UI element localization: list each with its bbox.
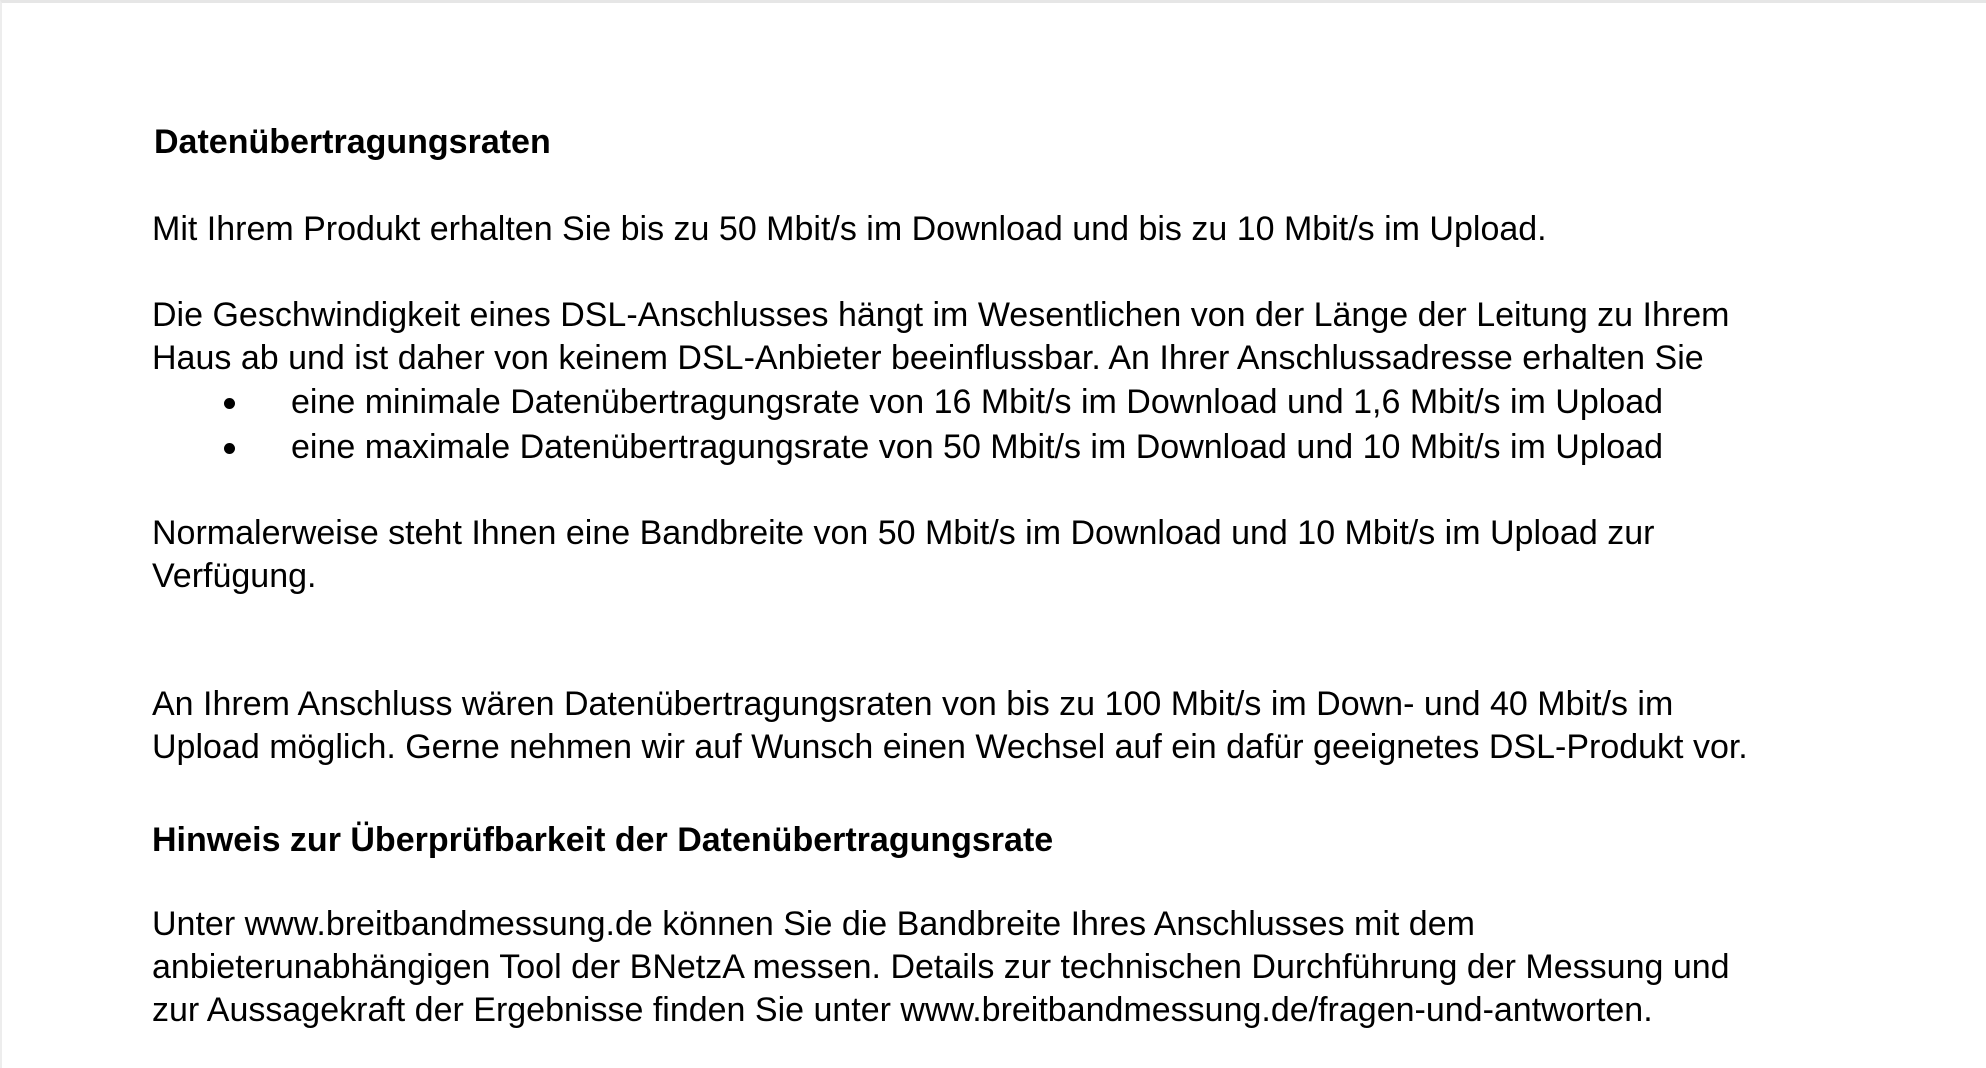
- paragraph-line: anbieterunabhängigen Tool der BNetzA messen. Details zur technischen Durchführung der Messung und: [152, 948, 1730, 986]
- bullet-dot-icon: [224, 443, 235, 454]
- section-heading-verification: Hinweis zur Überprüfbarkeit der Datenübertragungsrate: [152, 821, 1054, 859]
- speed-dependency-paragraph: [152, 294, 1729, 380]
- paragraph-line: An Ihrem Anschluss wären Datenübertragungsraten von bis zu 100 Mbit/s im Down- und 40 Mbit/s im: [152, 685, 1674, 723]
- paragraph-line: Upload möglich. Gerne nehmen wir auf Wunsch einen Wechsel auf ein dafür geeignetes DSL-Produkt vor.: [152, 728, 1748, 766]
- paragraph-line: Unter www.breitbandmessung.de können Sie die Bandbreite Ihres Anschlusses mit dem: [152, 905, 1475, 943]
- paragraph-line: Verfügung.: [152, 557, 317, 595]
- normal-bandwidth-paragraph: [152, 512, 1654, 598]
- paragraph-line: zur Aussagekraft der Ergebnisse finden Sie unter www.breitbandmessung.de/fragen-und-antworten.: [152, 991, 1653, 1029]
- bullet-min-rate: [152, 380, 1663, 425]
- product-speed-text: Mit Ihrem Produkt erhalten Sie bis zu 50 Mbit/s im Download und bis zu 10 Mbit/s im Upload.: [152, 210, 1547, 248]
- speed-bullet-list: [152, 380, 1663, 470]
- possible-rates-paragraph: [152, 683, 1748, 769]
- bullet-max-rate: [152, 425, 1663, 470]
- bullet-text: eine maximale Datenübertragungsrate von 50 Mbit/s im Download und 10 Mbit/s im Upload: [291, 428, 1664, 466]
- paragraph-line: Haus ab und ist daher von keinem DSL-Anbieter beeinflussbar. An Ihrer Anschlussadresse erhalten Sie: [152, 339, 1704, 377]
- section-heading-data-rates: Datenübertragungsraten: [154, 123, 551, 161]
- verification-paragraph: [152, 903, 1730, 1032]
- paragraph-line: Normalerweise steht Ihnen eine Bandbreite von 50 Mbit/s im Download und 10 Mbit/s im Upload zur: [152, 514, 1655, 552]
- paragraph-line: Die Geschwindigkeit eines DSL-Anschlusses hängt im Wesentlichen von der Länge der Leitung zu Ihrem: [152, 296, 1730, 334]
- bullet-dot-icon: [224, 398, 235, 409]
- bullet-text: eine minimale Datenübertragungsrate von 16 Mbit/s im Download und 1,6 Mbit/s im Upload: [291, 383, 1664, 421]
